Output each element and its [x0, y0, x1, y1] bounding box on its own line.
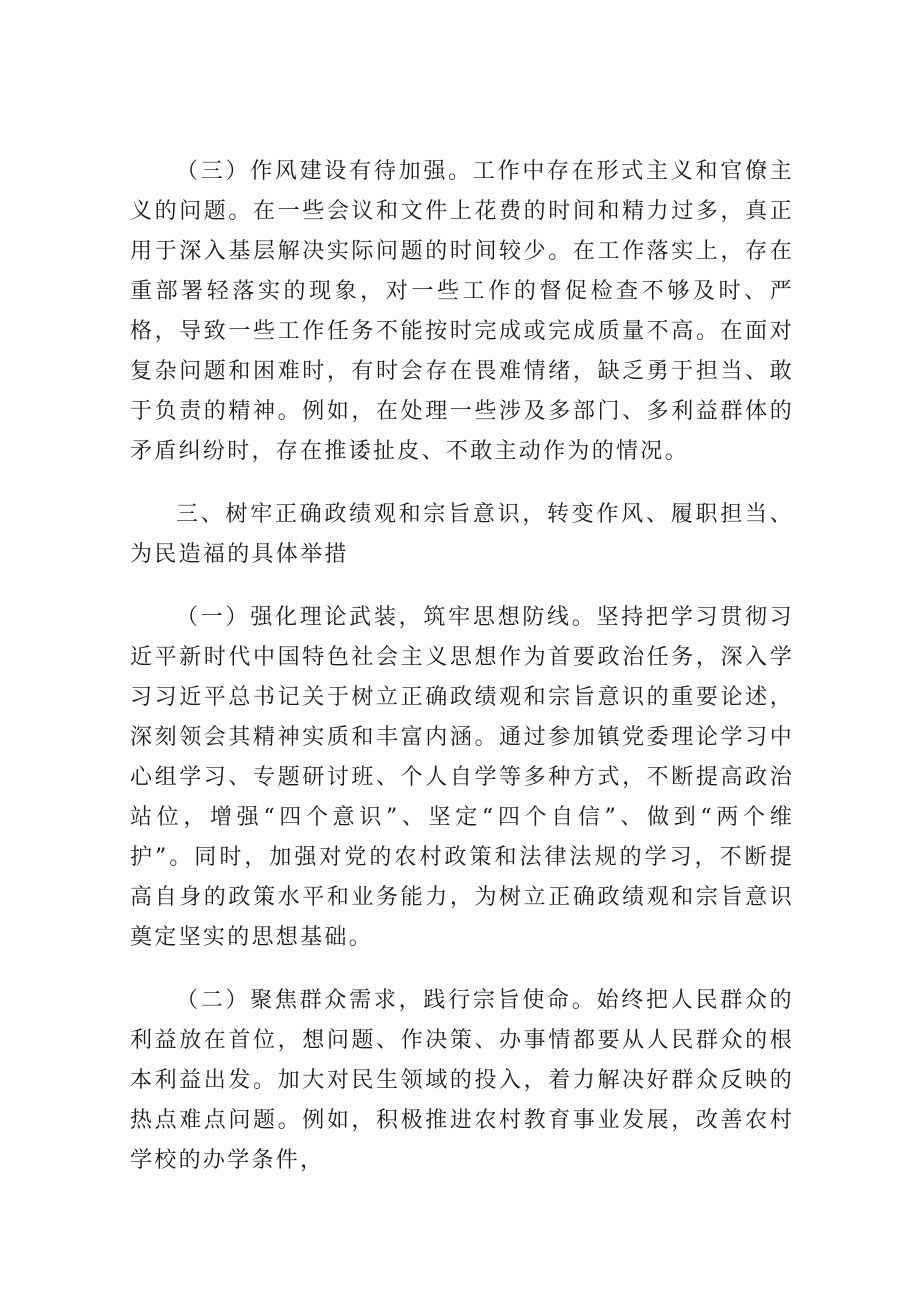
- paragraph-work-style-issues: （三）作风建设有待加强。工作中存在形式主义和官僚主义的问题。在一些会议和文件上花费的时间和精力过多，真正用于深入基层解决实际问题的时间较少。在工作落实上，存在重部署轻落实的现象，对一些工作的督促检查不够及时、严格，导致一些工作任务不能按时完成或完成质量不高。在面对复杂问题和困难时，有时会存在畏难情绪，缺乏勇于担当、敢于负责的精神。例如，在处理一些涉及多部门、多利益群体的矛盾纠纷时，存在推诿扯皮、不敢主动作为的情况。: [130, 159, 794, 464]
- paragraph-theory-study: （一）强化理论武装，筑牢思想防线。坚持把学习贯彻习近平新时代中国特色社会主义思想作为首要政治任务，深入学习习近平总书记关于树立正确政绩观和宗旨意识的重要论述，深刻领会其精神实质和丰富内涵。通过参加镇党委理论学习中心组学习、专题研讨班、个人自学等多种方式，不断提高政治站位，增强“四个意识”、坚定“四个自信”、做到“两个维护”。同时，加强对党的农村政策和法律法规的学习，不断提高自身的政策水平和业务能力，为树立正确政绩观和宗旨意识奠定坚实的思想基础。: [130, 605, 794, 950]
- document-body: [130, 152, 794, 1204]
- paragraph-mass-needs: （二）聚焦群众需求，践行宗旨使命。始终把人民群众的利益放在首位，想问题、作决策、办事情都要从人民群众的根本利益出发。加大对民生领域的投入，着力解决好群众反映的热点难点问题。例如，积极推进农村教育事业发展，改善农村学校的办学条件，: [130, 988, 794, 1173]
- section-heading-three: 三、树牢正确政绩观和宗旨意识，转变作风、履职担当、为民造福的具体举措: [130, 502, 794, 567]
